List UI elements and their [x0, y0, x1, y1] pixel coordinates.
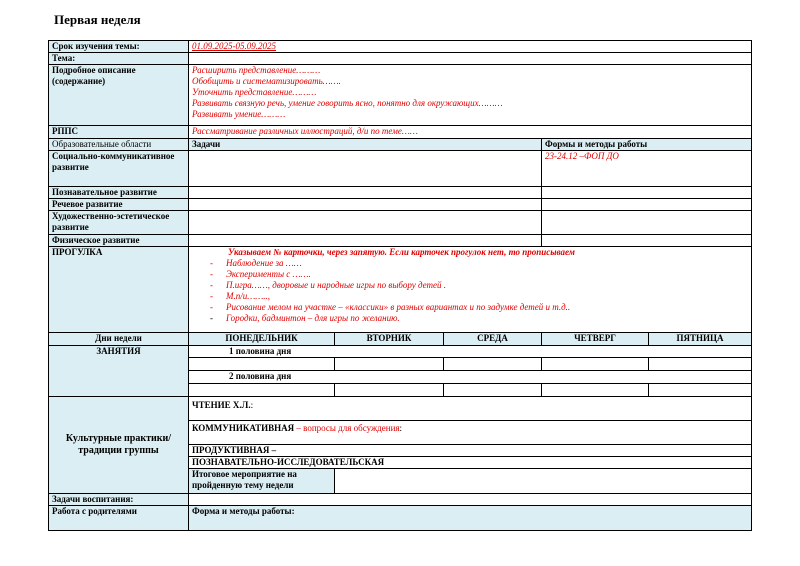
- day-tuesday: ВТОРНИК: [335, 333, 444, 346]
- theme-label: Тема:: [49, 53, 189, 65]
- day-monday: ПОНЕДЕЛЬНИК: [189, 333, 335, 346]
- area-physical-label: Физическое развитие: [49, 235, 189, 247]
- walk-item: - Рисование мелом на участке – «классики» в разных вариантах и по задумке детей и т.д..: [226, 302, 748, 313]
- area-cognitive-label: Познавательное развитие: [49, 187, 189, 199]
- tasks-header: Задачи: [189, 139, 542, 151]
- page-title: Первая неделя: [54, 12, 141, 27]
- second-half-thursday[interactable]: [542, 384, 649, 397]
- first-half-monday[interactable]: [189, 358, 335, 371]
- description-line: Расширить представление………: [192, 65, 321, 75]
- day-wednesday: СРЕДА: [444, 333, 542, 346]
- culture-label: Культурные практики/традиции группы: [49, 397, 189, 494]
- first-half-friday[interactable]: [649, 358, 752, 371]
- area-cognitive-tasks[interactable]: [189, 187, 542, 199]
- area-speech-tasks[interactable]: [189, 199, 542, 211]
- rpps-value[interactable]: Рассматривание различных иллюстраций, д/и по теме……: [189, 126, 752, 139]
- walk-item: - Городки, бадминтон – для игры по желанию.: [226, 313, 748, 324]
- walk-heading: Указываем № карточки, через запятую. Если карточек прогулок нет, то прописываем: [228, 247, 575, 257]
- reading-label: ЧТЕНИЕ Х.Л.: [192, 400, 251, 410]
- area-physical-forms[interactable]: [542, 235, 752, 247]
- upbringing-label: Задачи воспитания:: [49, 494, 189, 506]
- final-event-label: Итоговое мероприятие на пройденную тему недели: [189, 469, 335, 494]
- description-line: Уточнить представление………: [192, 87, 317, 97]
- communicative-note: – вопросы для обсуждения: [294, 423, 400, 433]
- day-friday: ПЯТНИЦА: [649, 333, 752, 346]
- period-row: [49, 41, 752, 53]
- walk-label: ПРОГУЛКА: [49, 247, 189, 333]
- reading-colon: :: [250, 400, 254, 410]
- area-physical-tasks[interactable]: [189, 235, 542, 247]
- second-half-label: 2 половина дня: [189, 371, 752, 384]
- theme-row: [49, 53, 752, 65]
- day-thursday: ЧЕТВЕРГ: [542, 333, 649, 346]
- final-event-value[interactable]: [335, 469, 752, 494]
- description-row: [49, 65, 752, 126]
- parents-row: [49, 506, 752, 531]
- walk-item: - П.игра……, дворовые и народные игры по выбору детей .: [226, 280, 748, 291]
- description-label: Подробное описание (содержание): [49, 65, 189, 126]
- description-line: Развивать умение………: [192, 109, 286, 119]
- theme-value[interactable]: [189, 53, 752, 65]
- first-half-header-row: [49, 346, 752, 358]
- communicative-colon: :: [399, 423, 403, 433]
- second-half-friday[interactable]: [649, 384, 752, 397]
- area-row-cognitive: [49, 187, 752, 199]
- first-half-tuesday[interactable]: [335, 358, 444, 371]
- description-value[interactable]: [189, 65, 752, 126]
- description-line: Развивать связную речь, умение говорить ясно, понятно для окружающих………: [192, 98, 503, 108]
- days-row: [49, 333, 752, 346]
- walk-row: [49, 247, 752, 333]
- area-row-artistic: [49, 211, 752, 235]
- upbringing-row: [49, 494, 752, 506]
- classes-label: ЗАНЯТИЯ: [49, 346, 189, 397]
- area-cognitive-forms[interactable]: [542, 187, 752, 199]
- first-half-label: 1 половина дня: [189, 346, 752, 358]
- second-half-tuesday[interactable]: [335, 384, 444, 397]
- parents-forms[interactable]: Форма и методы работы:: [189, 506, 752, 531]
- upbringing-value[interactable]: [189, 494, 752, 506]
- area-speech-label: Речевое развитие: [49, 199, 189, 211]
- area-social-tasks[interactable]: [189, 151, 542, 187]
- days-label: Дни недели: [49, 333, 189, 346]
- culture-communicative[interactable]: [189, 421, 752, 445]
- culture-productive[interactable]: ПРОДУКТИВНАЯ –: [189, 445, 752, 457]
- area-artistic-label: Художественно-эстетическое развитие: [49, 211, 189, 235]
- area-artistic-forms[interactable]: [542, 211, 752, 235]
- forms-header: Формы и методы работы: [542, 139, 752, 151]
- first-half-wednesday[interactable]: [444, 358, 542, 371]
- area-row-speech: [49, 199, 752, 211]
- walk-list: [192, 258, 748, 324]
- culture-reading-row: [49, 397, 752, 421]
- culture-reading[interactable]: [189, 397, 752, 421]
- area-row-physical: [49, 235, 752, 247]
- second-half-monday[interactable]: [189, 384, 335, 397]
- description-line: Обобщить и систематизировать…….: [192, 76, 341, 86]
- area-social-forms[interactable]: 23-24.12 –ФОП ДО: [542, 151, 752, 187]
- areas-header-row: [49, 139, 752, 151]
- communicative-label: КОММУНИКАТИВНАЯ: [192, 423, 295, 433]
- walk-item: - М.п/и……..,: [226, 291, 748, 302]
- area-social-label: Социально-коммуникативное развитие: [49, 151, 189, 187]
- area-row-social: [49, 151, 752, 187]
- first-half-thursday[interactable]: [542, 358, 649, 371]
- weekly-plan-table: [48, 40, 752, 531]
- parents-label: Работа с родителями: [49, 506, 189, 531]
- walk-content[interactable]: [189, 247, 752, 333]
- rpps-row: [49, 126, 752, 139]
- rpps-label: РППС: [49, 126, 189, 139]
- culture-research[interactable]: ПОЗНАВАТЕЛЬНО-ИССЛЕДОВАТЕЛЬСКАЯ: [189, 457, 752, 469]
- area-speech-forms[interactable]: [542, 199, 752, 211]
- area-artistic-tasks[interactable]: [189, 211, 542, 235]
- period-value[interactable]: 01.09.2025-05.09.2025: [189, 41, 752, 53]
- walk-item: - Наблюдение за ……: [226, 258, 748, 269]
- areas-header-label: Образовательные области: [49, 139, 189, 151]
- walk-item: - Эксперименты с …….: [226, 269, 748, 280]
- second-half-wednesday[interactable]: [444, 384, 542, 397]
- period-label: Срок изучения темы:: [49, 41, 189, 53]
